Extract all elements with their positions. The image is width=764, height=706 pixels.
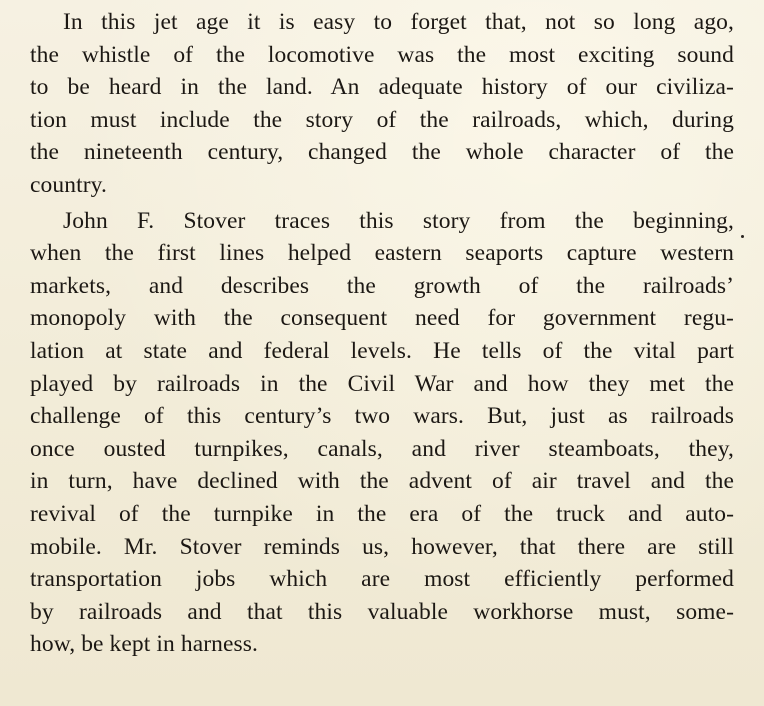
text-line: to be heard in the land. An adequate history of our civiliza- xyxy=(30,74,734,101)
body-text xyxy=(30,6,734,661)
text-line: markets, and describes the growth of the railroads’ xyxy=(30,272,734,299)
text-line: transportation jobs which are most efficiently performed xyxy=(30,566,734,593)
paragraph-1 xyxy=(30,6,734,202)
text-line: In this jet age it is easy to forget that, not so long ago, xyxy=(63,9,734,35)
text-line: revival of the turnpike in the era of the truck and auto- xyxy=(30,500,734,527)
paragraph-2 xyxy=(30,205,734,661)
text-line: monopoly with the consequent need for government regu- xyxy=(30,305,734,332)
text-line: the nineteenth century, changed the whole character of the xyxy=(30,139,734,166)
text-line: John F. Stover traces this story from the beginning, xyxy=(63,207,734,234)
text-line: once ousted turnpikes, canals, and river steamboats, they, xyxy=(30,435,734,462)
text-line: country. xyxy=(30,171,107,198)
text-line: played by railroads in the Civil War and how they met the xyxy=(30,370,734,397)
text-line: the whistle of the locomotive was the most exciting sound xyxy=(30,41,734,68)
text-line: tion must include the story of the railroads, which, during xyxy=(30,106,734,133)
text-line: lation at state and federal levels. He tells of the vital part xyxy=(30,337,734,364)
text-line: by railroads and that this valuable workhorse must, some- xyxy=(30,598,734,625)
text-line: in turn, have declined with the advent of air travel and the xyxy=(30,468,734,495)
text-line: when the first lines helped eastern seaports capture western xyxy=(30,240,734,267)
text-line: how, be kept in harness. xyxy=(30,631,258,658)
text-line: mobile. Mr. Stover reminds us, however, that there are still xyxy=(30,533,734,560)
ink-speck xyxy=(741,235,744,238)
text-line: challenge of this century’s two wars. But, just as railroads xyxy=(30,403,734,430)
